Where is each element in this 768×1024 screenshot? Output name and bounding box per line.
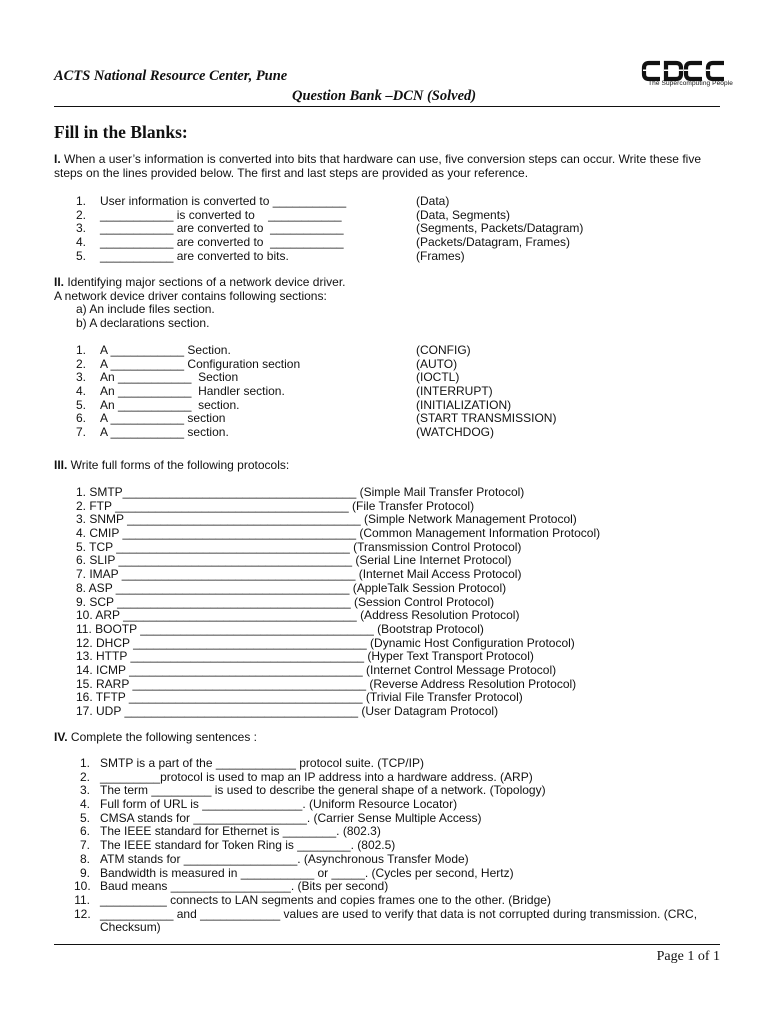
section-2-subintro: A network device driver contains following sections: bbox=[54, 288, 327, 303]
list-item: 4. Full form of URL is _______________. (Uniform Resource Locator) bbox=[79, 797, 458, 812]
section-2-label: II. bbox=[54, 275, 65, 289]
list-item: 5. TCP ___________________________________ (Transmission Control Protocol) bbox=[76, 539, 522, 554]
list-item: 9. Bandwidth is measured in ___________ or _____. (Cycles per second, Hertz) bbox=[79, 865, 514, 880]
header-org: ACTS National Resource Center, Pune bbox=[54, 68, 288, 84]
list-item: 1. SMTP___________________________________ (Simple Mail Transfer Protocol) bbox=[76, 485, 525, 499]
list-item: 3. ___________ are converted to ___________ (Segments, Packets/Datagram) bbox=[76, 221, 584, 236]
list-item: 5. ___________ are converted to bits. (Frames) bbox=[76, 248, 465, 263]
list-item: 7. The IEEE standard for Token Ring is ________. (802.5) bbox=[79, 838, 396, 853]
list-item: 3. An ___________ Section (IOCTL) bbox=[76, 370, 460, 385]
list-item: 4. CMIP ___________________________________ (Common Management Information Protocol) bbox=[76, 526, 601, 541]
section-2-sub-b: b) A declarations section. bbox=[76, 316, 210, 331]
section-4-list bbox=[54, 757, 734, 935]
list-item: 7. IMAP ___________________________________ (Internet Mail Access Protocol) bbox=[76, 567, 522, 582]
list-item: 15. RARP ___________________________________ (Reverse Address Resolution Protocol) bbox=[76, 676, 577, 691]
section-1-intro bbox=[54, 153, 724, 180]
footer-divider bbox=[54, 944, 720, 945]
header-subtitle: Question Bank –DCN (Solved) bbox=[292, 88, 477, 104]
list-item: 1. A ___________ Section. (CONFIG) bbox=[76, 343, 471, 357]
list-item: 8. ATM stands for _________________. (Asynchronous Transfer Mode) bbox=[79, 851, 469, 866]
list-item: 4. ___________ are converted to ___________ (Packets/Datagram, Frames) bbox=[76, 235, 571, 250]
section-2-intro bbox=[54, 276, 724, 331]
section-4-label: IV. bbox=[54, 730, 68, 744]
list-item: 3. The term _________ is used to describe the general shape of a network. (Topology) bbox=[79, 783, 546, 798]
list-item: 11. BOOTP ___________________________________ (Bootstrap Protocol) bbox=[76, 621, 484, 636]
list-item: 13. HTTP ___________________________________ (Hyper Text Transport Protocol) bbox=[76, 649, 534, 664]
section-1-list bbox=[54, 195, 734, 263]
list-item: 5. An ___________ section. (INITIALIZATION) bbox=[76, 397, 512, 412]
section-1-label: I. bbox=[54, 152, 61, 166]
list-item: 1. SMTP is a part of the ____________ protocol suite. (TCP/IP) bbox=[79, 756, 424, 770]
section-4-text: Complete the following sentences : bbox=[67, 730, 258, 744]
list-item: 2. FTP ___________________________________ (File Transfer Protocol) bbox=[76, 498, 475, 513]
list-item: 4. An ___________ Handler section. (INTERRUPT) bbox=[76, 384, 493, 399]
list-item: 3. SNMP ___________________________________ (Simple Network Management Protocol) bbox=[76, 512, 577, 527]
list-item: 6. A ___________ section (START TRANSMISSION) bbox=[76, 411, 557, 426]
list-item: 8. ASP ___________________________________ (AppleTalk Session Protocol) bbox=[76, 580, 507, 595]
section-1-text: When a user’s information is converted into bits that hardware can use, five conversion steps can occur. Write these five steps on the lines provided below. The first and last steps are provided as your reference. bbox=[54, 152, 701, 180]
list-item: 10. ARP ___________________________________ (Address Resolution Protocol) bbox=[76, 608, 520, 623]
list-item: 12. ___________ and ____________ values are used to verify that data is not corrupted during transmission. (CRC, Checksum) bbox=[74, 906, 698, 935]
section-2-list bbox=[54, 344, 734, 440]
list-item: 14. ICMP ___________________________________ (Internet Control Message Protocol) bbox=[76, 662, 557, 677]
list-item: 12. DHCP ___________________________________ (Dynamic Host Configuration Protocol) bbox=[76, 635, 575, 650]
list-item: 5. CMSA stands for _________________. (Carrier Sense Multiple Access) bbox=[79, 810, 482, 825]
list-item: 6. SLIP ___________________________________ (Serial Line Internet Protocol) bbox=[76, 553, 512, 568]
section-4-intro bbox=[54, 731, 724, 745]
list-item: 2. A ___________ Configuration section (AUTO) bbox=[76, 356, 458, 371]
list-item: 2. ___________ is converted to ___________ (Data, Segments) bbox=[76, 207, 511, 222]
page-title: Fill in the Blanks: bbox=[54, 122, 188, 142]
list-item: 7. A ___________ section. (WATCHDOG) bbox=[76, 425, 494, 440]
page-number: Page 1 of 1 bbox=[656, 949, 720, 964]
list-item: 11. __________ connects to LAN segments and copies frames one to the other. (Bridge) bbox=[74, 892, 551, 907]
header-divider bbox=[54, 106, 720, 107]
list-item: 6. The IEEE standard for Ethernet is ________. (802.3) bbox=[79, 824, 381, 839]
logo-tagline: The Supercomputing People bbox=[648, 80, 733, 87]
list-item: 10. Baud means __________________. (Bits per second) bbox=[74, 879, 389, 894]
list-item: 9. SCP ___________________________________ (Session Control Protocol) bbox=[76, 594, 495, 609]
list-item: 16. TFTP ___________________________________ (Trivial File Transfer Protocol) bbox=[76, 690, 523, 705]
section-2-sub-a: a) An include files section. bbox=[76, 302, 215, 317]
section-3-list bbox=[54, 486, 734, 719]
section-3-label: III. bbox=[54, 458, 68, 472]
list-item: 1. User information is converted to ___________ (Data) bbox=[76, 194, 450, 208]
list-item: 2. _________protocol is used to map an IP address into a hardware address. (ARP) bbox=[79, 769, 533, 784]
section-3-intro bbox=[54, 459, 724, 473]
section-2-text: Identifying major sections of a network device driver. bbox=[64, 275, 346, 289]
section-3-text: Write full forms of the following protocols: bbox=[67, 458, 290, 472]
list-item: 17. UDP ___________________________________ (User Datagram Protocol) bbox=[76, 704, 499, 718]
